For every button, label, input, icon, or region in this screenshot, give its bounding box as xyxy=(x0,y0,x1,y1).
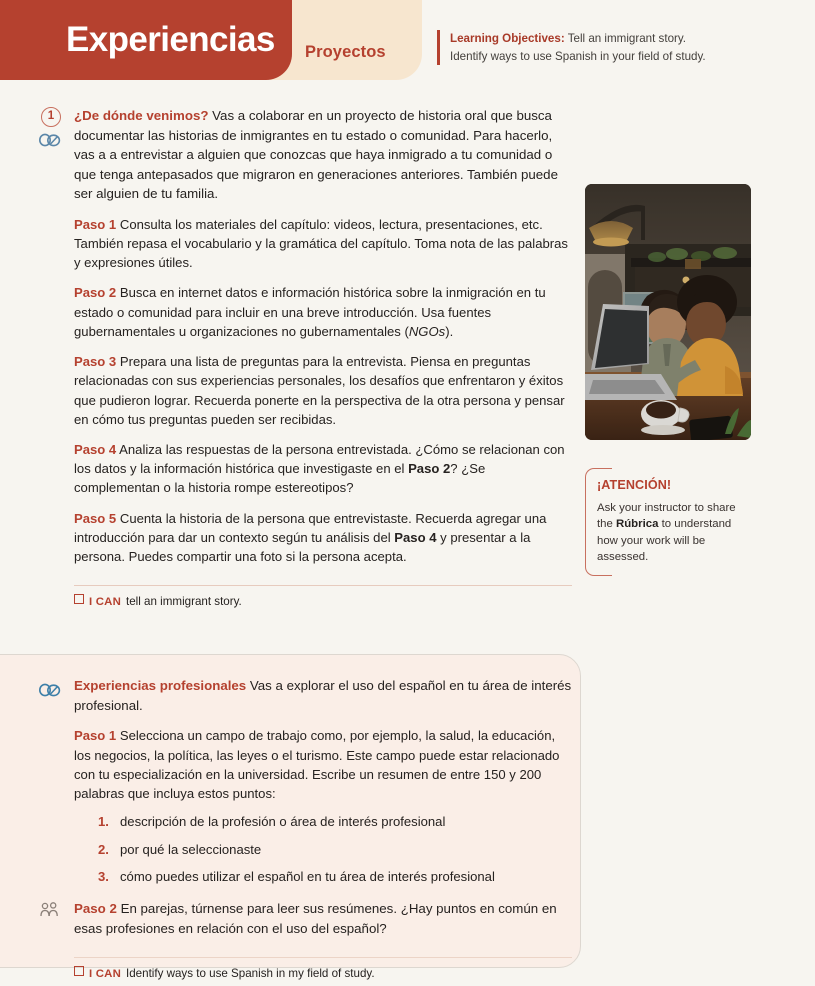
couple-at-laptop-in-cafe-photo xyxy=(585,184,751,440)
paso-2-label: Paso 2 xyxy=(74,285,117,301)
atencion-bold-term: Rúbrica xyxy=(616,518,659,531)
list-item-number: 3. xyxy=(98,868,109,884)
paso-2-italic-term: NGOs xyxy=(408,323,446,339)
list-item xyxy=(98,841,572,859)
section-label-proyectos: Proyectos xyxy=(305,43,386,61)
paso-2-text-b: ). xyxy=(445,323,454,339)
activity-2-paso-2 xyxy=(74,899,572,938)
activity-2-paso-2-markers xyxy=(38,899,74,922)
divider xyxy=(74,957,572,958)
atencion-text xyxy=(597,500,747,566)
activity-2-markers xyxy=(38,676,74,703)
activity-2-title: Experiencias profesionales xyxy=(74,678,247,693)
activity-2-paso-1 xyxy=(74,726,572,803)
paso-4-reference: Paso 2 xyxy=(408,461,451,477)
atencion-title: ¡ATENCIÓN! xyxy=(597,478,672,492)
atencion-callout xyxy=(585,468,755,576)
paso-4-label: Paso 4 xyxy=(74,442,117,457)
paso-5-text-a: Cuenta la historia de la persona que entrevistaste. Recuerda agregar una introducción para dar un contexto según tu análisis del xyxy=(74,510,547,545)
learning-objective-line-1 xyxy=(450,30,706,48)
list-item-text: cómo puedes utilizar el español en tu área de interés profesional xyxy=(120,868,495,884)
ican-statement: tell an immigrant story. xyxy=(126,595,242,609)
list-item xyxy=(98,868,572,886)
paso-1-label: Paso 1 xyxy=(74,216,117,232)
ican-statement: Identify ways to use Spanish in my field of study. xyxy=(126,966,375,980)
divider xyxy=(74,585,572,586)
activity-2-list xyxy=(98,813,572,886)
paso-5-label: Paso 5 xyxy=(74,510,117,526)
activity-1-intro xyxy=(74,106,572,204)
activity-2-intro xyxy=(74,676,572,715)
activity-2-ican-row xyxy=(74,967,572,980)
paso-2 xyxy=(74,283,572,341)
paso-4-text-a: Analiza las respuestas de la persona entrevistada. ¿Cómo se relacionan con los datos y la información histórica que investigaste en el xyxy=(74,442,565,477)
list-item xyxy=(98,813,572,831)
pair-work-icon xyxy=(39,902,74,922)
page-header xyxy=(0,0,815,80)
learning-objective-2: Identify ways to use Spanish in your field of study. xyxy=(450,49,706,63)
activity-1-ican-row xyxy=(74,595,572,608)
paso-3-text: Prepara una lista de preguntas para la entrevista. Piensa en preguntas relacionadas con sus experiencias personales, los desafíos que enfrentaron y éxitos que pudieron lograr. Recuerda ponerte en la perspectiva de la otra persona y pensar en cómo tus preguntas pueden ser recibidas. xyxy=(74,354,565,427)
ican-checkbox[interactable] xyxy=(74,594,84,604)
paso-1 xyxy=(74,215,572,273)
list-item-number: 1. xyxy=(98,814,109,830)
ican-label: I CAN xyxy=(89,596,122,609)
ican-label: I CAN xyxy=(89,967,122,980)
list-item-text: por qué la seleccionaste xyxy=(120,841,262,857)
atencion-text-a: Ask your instructor to share the xyxy=(597,502,736,531)
paso-5-text-b: y presentar a la persona. Puedes compartir una foto si la persona acepta. xyxy=(74,529,531,565)
right-sidebar xyxy=(585,184,751,576)
ican-checkbox[interactable] xyxy=(74,966,84,976)
paso-4 xyxy=(74,440,572,498)
activity-2-paso-1-label: Paso 1 xyxy=(74,728,117,744)
learning-objectives xyxy=(437,30,706,65)
atencion-text-b: to understand how your work will be assessed. xyxy=(597,518,732,564)
activity-2-paso-1-text: Selecciona un campo de trabajo como, por ejemplo, la salud, la educación, los negocios, la política, las leyes o el turismo. Este campo puede estar relacionado con tu especialización en la universidad. Escribe un resumen de entre 150 y 200 palabras que incluya estos puntos: xyxy=(74,728,560,802)
learning-objective-1: Tell an immigrant story. xyxy=(564,32,687,45)
activity-1-intro-text: Vas a colaborar en un proyecto de historia oral que busca documentar las historias de inmigrantes en tu estado o comunidad. Para hacerlo, vas a a entrevistar a alguien que conozcas que haya inmigrado a tu comunidad o que tenga antepasados que migraron en generaciones anteriores. También puede ser alguien de tu familia. xyxy=(74,108,558,202)
activity-2-intro-text: Vas a explorar el uso del español en tu área de interés profesional. xyxy=(74,678,572,713)
activity-2-paso-2-text: En parejas, túrnense para leer sus resúmenes. ¿Hay puntos en común en esas profesiones en relación con el uso del español? xyxy=(74,901,557,936)
learning-objectives-label: Learning Objectives: xyxy=(450,32,565,45)
paso-5 xyxy=(74,509,572,567)
list-item-text: descripción de la profesión o área de interés profesional xyxy=(120,814,446,830)
paso-3 xyxy=(74,352,572,429)
writing-hand-icon xyxy=(38,682,74,703)
paso-4-text-b: ? ¿Se complementan o la historia rompe estereotipos? xyxy=(74,461,486,496)
activity-1-markers xyxy=(38,106,74,153)
page-title: Experiencias xyxy=(66,20,275,59)
activity-2 xyxy=(38,676,572,980)
paso-2-text-a: Busca en internet datos e información histórica sobre la inmigración en tu estado o comunidad para incluir en una breve introducción. Usa fuentes gubernamentales u organizaciones no gubernamentales ( xyxy=(74,285,546,339)
paso-3-label: Paso 3 xyxy=(74,354,117,370)
list-item-number: 2. xyxy=(98,841,109,857)
activity-2-paso-2-label: Paso 2 xyxy=(74,901,117,917)
activity-number-badge: 1 xyxy=(41,107,61,127)
activity-1-title: ¿De dónde venimos? xyxy=(74,108,209,123)
paso-1-text: Consulta los materiales del capítulo: videos, lectura, presentaciones, etc. También repasa el vocabulario y la gramática del capítulo. Toma nota de las palabras y expresiones útiles. xyxy=(74,216,568,271)
writing-hand-icon xyxy=(38,132,74,153)
paso-5-reference: Paso 4 xyxy=(394,529,437,545)
activity-1 xyxy=(38,106,572,608)
